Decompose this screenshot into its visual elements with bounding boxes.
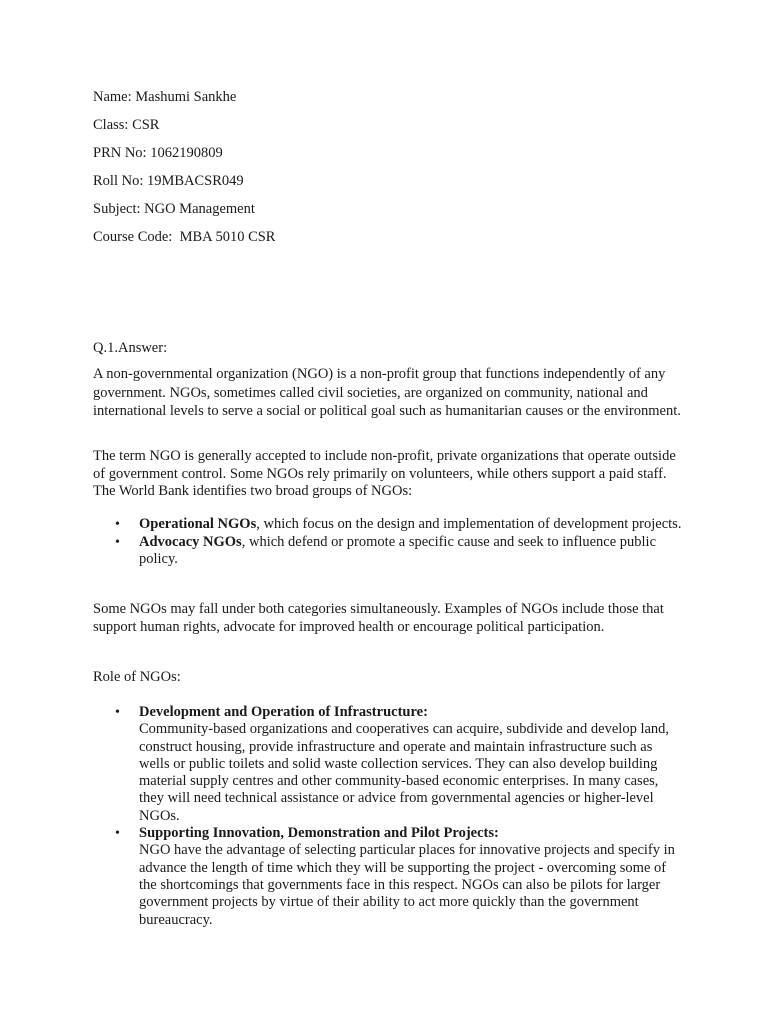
bullet-icon: • — [115, 705, 120, 720]
ngo-type-title: Advocacy NGOs — [139, 533, 242, 550]
subject: Subject: NGO Management — [93, 201, 255, 217]
ngo-type-title: Operational NGOs — [139, 516, 257, 532]
ngo-roles-list — [93, 704, 683, 929]
list-item — [93, 825, 683, 929]
bullet-icon: • — [115, 534, 120, 550]
prn-number: PRN No: 1062190809 — [93, 145, 223, 161]
role-text: Community-based organizations and cooperatives can acquire, subdivide and develop land, construct housing, provide infrastructure and operate and maintain infrastructure such as wells or public toilets and solid waste collection services. They can also develop building material supply centres and other community-based economic enterprises. In many cases, they will need technical assistance or advice from governmental agencies or higher-level NGOs. — [139, 721, 670, 824]
list-item — [93, 534, 683, 569]
role-text: NGO have the advantage of selecting particular places for innovative projects and specify in advance the length of time which they will be supporting the project - overcoming some of the shortcomings that governments face in this respect. NGOs can also be pilots for larger government projects by virtue of their ability to act more quickly than the government bureaucracy. — [139, 842, 675, 928]
student-details — [93, 87, 275, 255]
course-code: Course Code: MBA 5010 CSR — [93, 229, 276, 245]
student-class: Class: CSR — [93, 117, 160, 133]
ngo-term-paragraph: The term NGO is generally accepted to include non-profit, private organizations that operate outside of government control. Some NGOs rely primarily on volunteers, while others support a paid staff. The World Bank identifies two broad groups of NGOs: — [93, 448, 676, 499]
ngo-examples-paragraph: Some NGOs may fall under both categories simultaneously. Examples of NGOs include those that support human rights, advocate for improved health or encourage political participation. — [93, 601, 664, 635]
role-heading: Role of NGOs: — [93, 669, 181, 685]
ngo-type-text: , which focus on the design and implementation of development projects. — [256, 516, 682, 532]
question-heading: Q.1.Answer: — [93, 340, 168, 356]
roll-number: Roll No: 19MBACSR049 — [93, 173, 244, 189]
list-item — [93, 704, 683, 825]
role-title: Development and Operation of Infrastructure: — [139, 704, 428, 720]
bullet-icon: • — [115, 826, 120, 842]
ngo-types-list — [93, 516, 683, 569]
ngo-definition-paragraph: A non-governmental organization (NGO) is a non-profit group that functions independently of any government. NGOs, sometimes called civil societies, are organized on community, national and international levels to serve a social or political goal such as humanitarian causes or the environment. — [93, 366, 681, 419]
role-title: Supporting Innovation, Demonstration and Pilot Projects: — [139, 825, 499, 842]
student-name: Name: Mashumi Sankhe — [93, 89, 237, 105]
ngo-type-text: , which defend or promote a specific cause and seek to influence public policy. — [139, 533, 657, 567]
list-item — [93, 516, 683, 534]
bullet-icon: • — [115, 517, 120, 532]
